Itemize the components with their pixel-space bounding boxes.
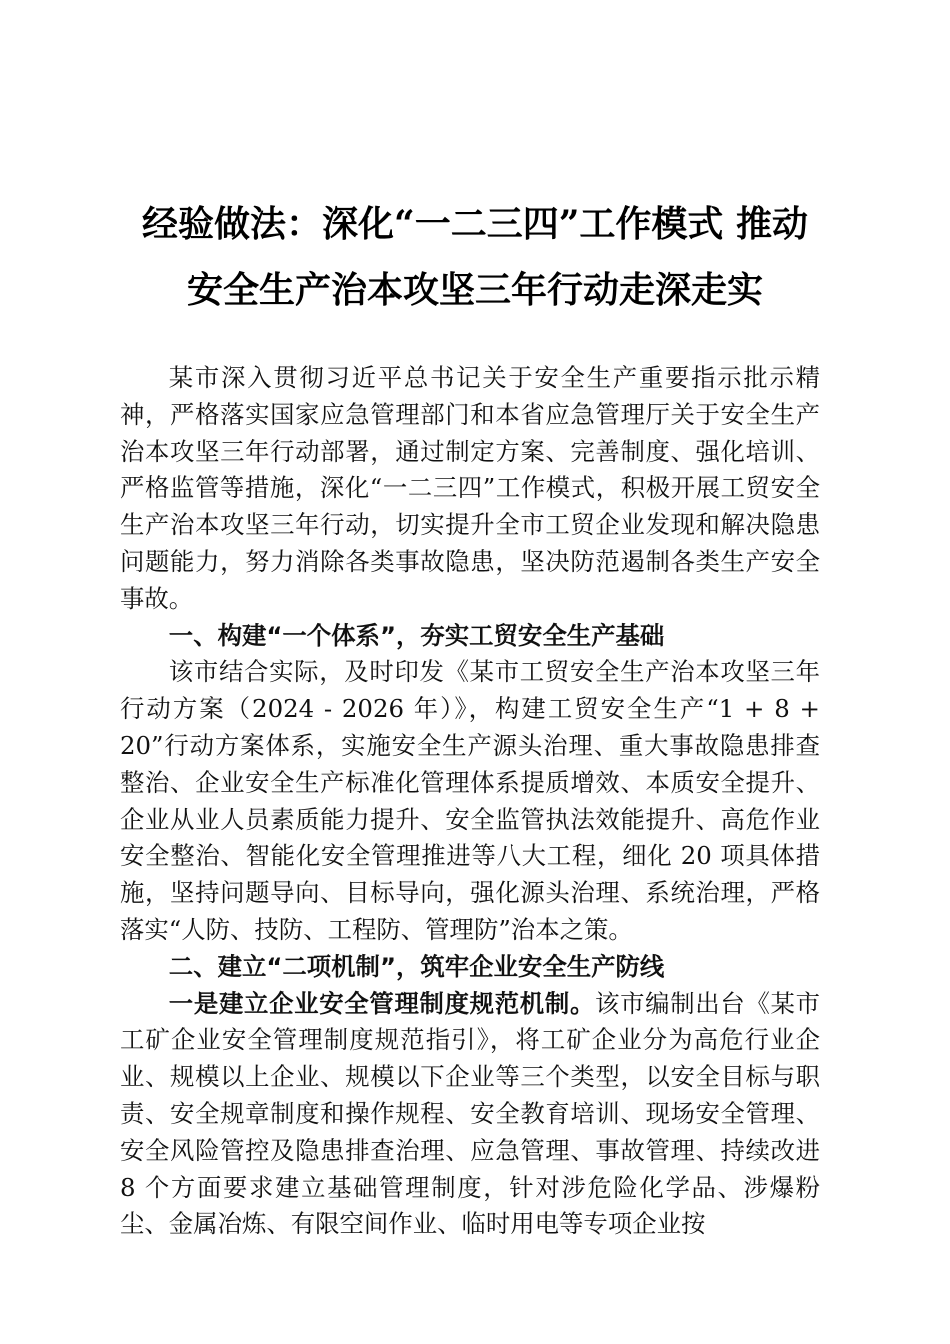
document-body [120, 360, 820, 1243]
document-title-line-2: 安全生产治本攻坚三年行动走深走实 [186, 269, 763, 311]
section-2-paragraph [120, 986, 820, 1244]
section-2-heading: 二、建立“二项机制”，筑牢企业安全生产防线 [168, 951, 665, 981]
section-1-heading: 一、构建“一个体系”，夯实工贸安全生产基础 [168, 620, 665, 650]
section-2-lead-sentence: 一是建立企业安全管理制度规范机制。 [168, 988, 596, 1018]
intro-paragraph: 某市深入贯彻习近平总书记关于安全生产重要指示批示精神，严格落实国家应急管理部门和本省应急管理厅关于安全生产治本攻坚三年行动部署，通过制定方案、完善制度、强化培训、严格监管等措施，深化“一二三四”工作模式，积极开展工贸安全生产治本攻坚三年行动，切实提升全市工贸企业发现和解决隐患问题能力，努力消除各类事故隐患，坚决防范遏制各类生产安全事故。 [120, 363, 820, 613]
section-1-paragraph: 该市结合实际，及时印发《某市工贸安全生产治本攻坚三年行动方案（2024 - 2026 年）》，构建工贸安全生产“1 + 8 + 20”行动方案体系，实施安全生产源头治理、重大事故隐患排查整治、企业安全生产标准化管理体系提质增效、本质安全提升、企业从业人员素质能力提升、安全监管执法效能提升、高危作业安全整治、智能化安全管理推进等八大工程，细化 20 项具体措施，坚持问题导向、目标导向，强化源头治理、系统治理，严格落实“人防、技防、工程防、管理防”治本之策。 [120, 657, 820, 944]
document-title-line-1: 经验做法：深化“一二三四”工作模式 推动 [142, 203, 808, 245]
section-2-text: 该市编制出台《某市工矿企业安全管理制度规范指引》，将工矿企业分为高危行业企业、规模以上企业、规模以下企业等三个类型，以安全目标与职责、安全规章制度和操作规程、安全教育培训、现场安全管理、安全风险管控及隐患排查治理、应急管理、事故管理、持续改进 8 个方面要求建立基础管理制度，针对涉危险化学品、涉爆粉尘、金属冶炼、有限空间作业、临时用电等专项企业按 [120, 988, 820, 1239]
